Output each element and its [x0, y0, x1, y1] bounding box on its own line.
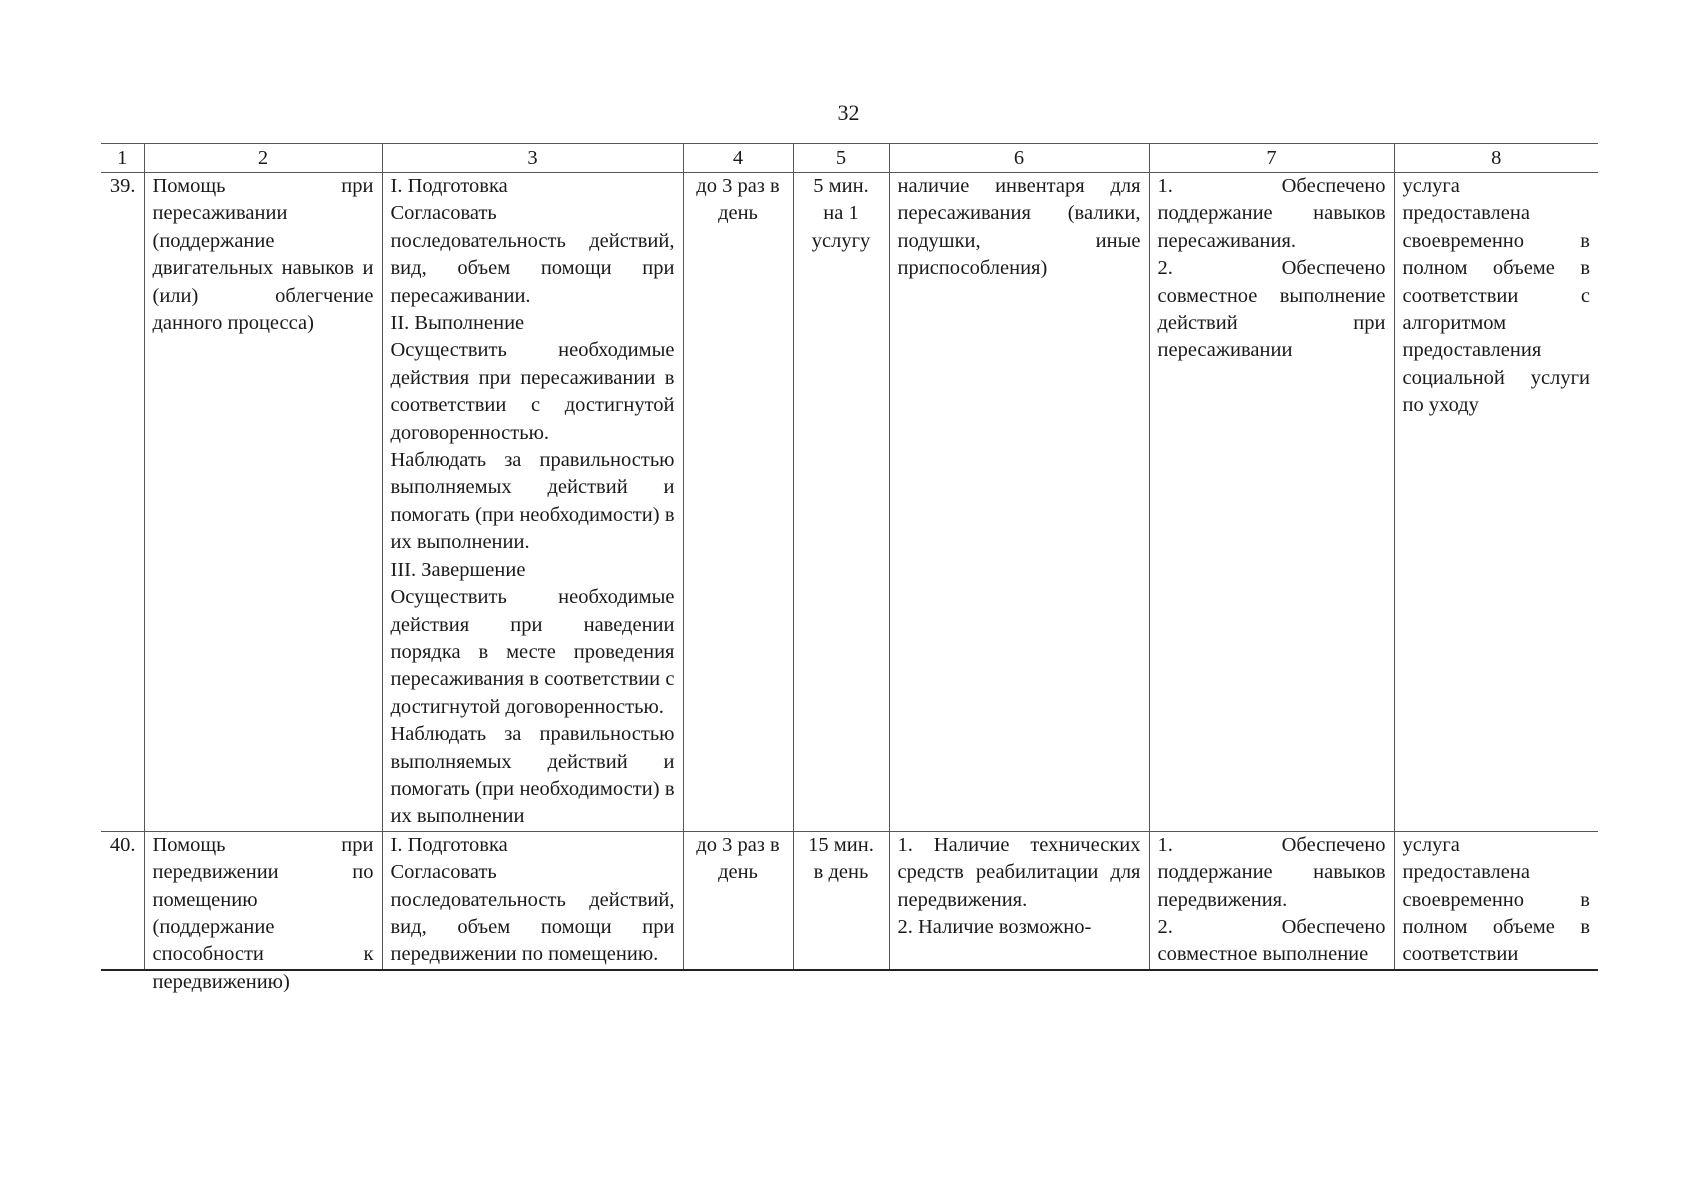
column-header-8: 8: [1394, 144, 1598, 173]
service-steps-cell: [382, 831, 683, 970]
step-text: Осуществить необходимые действия при наведении порядка в месте проведения пересаживания в соответствии с достигнутой договоренностью.: [390, 586, 675, 718]
step-text: III. Завершение: [390, 558, 526, 581]
column-header-5: 5: [793, 144, 889, 173]
column-header-7: 7: [1149, 144, 1394, 173]
conditions-cell: [889, 173, 1149, 832]
step-text: Наблюдать за правильностью выполняемых действий и помогать (при необходимости) в их выполнении.: [390, 449, 675, 554]
duration-cell: 5 мин. на 1 услугу: [793, 173, 889, 832]
evaluation-cell: [1394, 173, 1598, 832]
table-row: [101, 831, 1598, 970]
step-text: Согласовать последовательность действий, вид, объем помощи при пересаживании.: [390, 202, 675, 307]
condition-text: 2. Наличие возможно-: [897, 915, 1092, 938]
condition-text: 1. Наличие технических средств реабилитации для передвижения.: [897, 833, 1141, 911]
service-steps-cell: [382, 173, 683, 832]
column-header-2: 2: [144, 144, 382, 173]
page-number: 32: [837, 100, 860, 125]
frequency-cell: до 3 раз в день: [683, 173, 793, 832]
service-name: Помощь при передвижении по помещению (поддержание способности к передвижению): [152, 833, 374, 993]
column-header-6: 6: [889, 144, 1149, 173]
duration-cell: 15 мин. в день: [793, 831, 889, 970]
result-text: 1. Обеспечено поддержание навыков пересаживания.: [1157, 175, 1386, 252]
services-table: [101, 143, 1598, 993]
step-text: II. Выполнение: [390, 312, 525, 335]
evaluation-text: услуга предоставлена своевременно в полном объеме в соответствии с алгоритмом предоставления социальной услуги по уходу: [1402, 175, 1590, 417]
step-text: Согласовать последовательность действий, вид, объем помощи при передвижении по помещению.: [390, 861, 675, 966]
step-text: I. Подготовка: [390, 833, 508, 856]
column-header-3: 3: [382, 144, 683, 173]
service-name-cell: [144, 831, 382, 993]
frequency-cell: до 3 раз в день: [683, 831, 793, 970]
column-number-row: [101, 144, 1598, 173]
service-name: Помощь при пересаживании (поддержание двигательных навыков и (или) облегчение данного процесса): [152, 175, 374, 335]
table-row: [101, 173, 1598, 832]
condition-text: наличие инвентаря для пересаживания (валики, подушки, иные приспособления): [897, 175, 1141, 280]
step-text: Наблюдать за правильностью выполняемых действий и помогать (при необходимости) в их выполнении: [390, 723, 675, 828]
row-number: 39.: [101, 173, 144, 832]
result-text: 2. Обеспечено совместное выполнение: [1157, 915, 1386, 966]
result-text: 2. Обеспечено совместное выполнение действий при пересаживании: [1157, 257, 1386, 362]
step-text: Осуществить необходимые действия при пересаживании в соответствии с достигнутой договоренностью.: [390, 339, 675, 444]
step-text: I. Подготовка: [390, 175, 508, 197]
column-header-4: 4: [683, 144, 793, 173]
service-name-cell: [144, 173, 382, 832]
result-text: 1. Обеспечено поддержание навыков передвижения.: [1157, 833, 1386, 911]
results-cell: [1149, 831, 1394, 970]
column-header-1: 1: [101, 144, 144, 173]
conditions-cell: [889, 831, 1149, 970]
evaluation-text: услуга предоставлена своевременно в полном объеме в соответствии: [1402, 833, 1590, 966]
row-number: 40.: [101, 831, 144, 970]
evaluation-cell: [1394, 831, 1598, 970]
results-cell: [1149, 173, 1394, 832]
